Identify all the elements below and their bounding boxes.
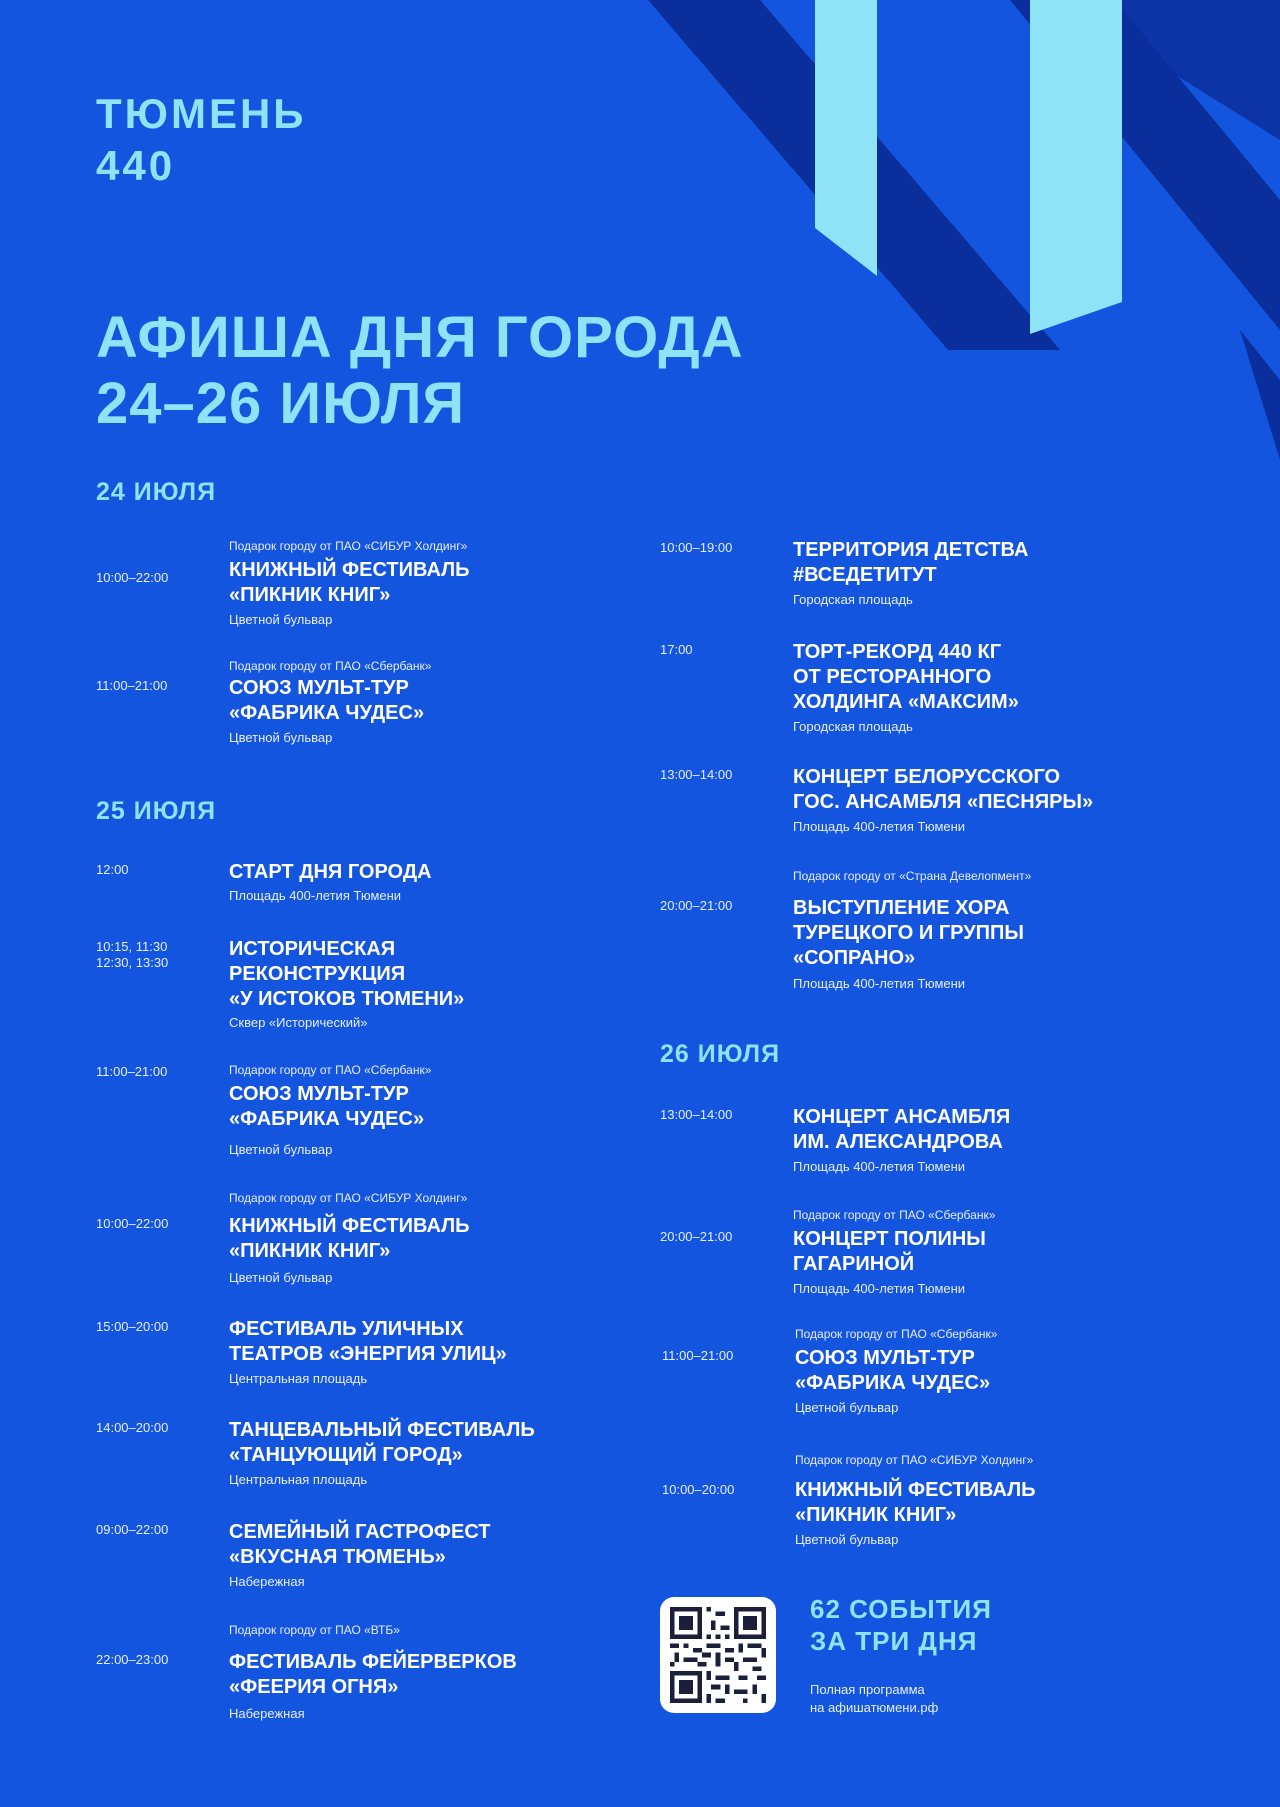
event-place: Цветной бульвар [229, 612, 333, 627]
event-title: СОЮЗ МУЛЬТ-ТУР «ФАБРИКА ЧУДЕС» [795, 1347, 991, 1394]
event-time: 11:00–21:00 [96, 1064, 168, 1079]
event-title: СОЮЗ МУЛЬТ-ТУР «ФАБРИКА ЧУДЕС» [229, 1083, 425, 1130]
event-place: Цветной бульвар [795, 1400, 899, 1415]
event-title: СОЮЗ МУЛЬТ-ТУР «ФАБРИКА ЧУДЕС» [229, 677, 425, 724]
event-place: Цветной бульвар [795, 1532, 899, 1547]
title-line-1: АФИША ДНЯ ГОРОДА [96, 305, 744, 370]
event-place: Городская площадь [793, 719, 913, 734]
event-title: КОНЦЕРТ ПОЛИНЫ ГАГАРИНОЙ [793, 1228, 986, 1275]
event-time: 15:00–20:00 [96, 1319, 169, 1334]
event-place: Цветной бульвар [229, 730, 333, 745]
event-sponsor: Подарок городу от ПАО «Сбербанк» [229, 1063, 432, 1077]
event-place: Цветной бульвар [229, 1270, 333, 1285]
full-program-link[interactable]: Полная программа на афишатюмени.рф [810, 1682, 939, 1715]
event-title: КНИЖНЫЙ ФЕСТИВАЛЬ «ПИКНИК КНИГ» [795, 1479, 1036, 1526]
event-time: 10:00–19:00 [660, 540, 733, 555]
event-place: Площадь 400-летия Тюмени [793, 819, 966, 834]
event-place: Центральная площадь [229, 1472, 368, 1487]
event-sponsor: Подарок городу от «Страна Девелопмент» [793, 869, 1032, 883]
event-place: Площадь 400-летия Тюмени [793, 976, 966, 991]
event-title: ФЕСТИВАЛЬ ФЕЙЕРВЕРКОВ «ФЕЕРИЯ ОГНЯ» [229, 1651, 517, 1698]
event-place: Набережная [229, 1706, 305, 1721]
event-time: 13:00–14:00 [660, 767, 733, 782]
event-time-extra: 12:30, 13:30 [96, 955, 169, 970]
event-place: Набережная [229, 1574, 305, 1589]
event-sponsor: Подарок городу от ПАО «СИБУР Холдинг» [229, 539, 468, 553]
page-title [96, 305, 744, 437]
event-title: КОНЦЕРТ БЕЛОРУССКОГО ГОС. АНСАМБЛЯ «ПЕСНЯРЫ» [793, 766, 1094, 813]
event-time: 10:15, 11:30 [96, 939, 168, 954]
event-title: КНИЖНЫЙ ФЕСТИВАЛЬ «ПИКНИК КНИГ» [229, 559, 470, 606]
event-title: ТОРТ-РЕКОРД 440 КГ ОТ РЕСТОРАННОГО ХОЛДИНГА «МАКСИМ» [793, 641, 1019, 713]
event-time: 10:00–22:00 [96, 1216, 169, 1231]
event-place: Сквер «Исторический» [229, 1015, 368, 1030]
event-time: 11:00–21:00 [96, 678, 168, 693]
event-place: Площадь 400-летия Тюмени [793, 1159, 966, 1174]
event-sponsor: Подарок городу от ПАО «Сбербанк» [795, 1327, 998, 1341]
logo-anniversary: 440 [96, 142, 176, 189]
event-title: ТАНЦЕВАЛЬНЫЙ ФЕСТИВАЛЬ «ТАНЦУЮЩИЙ ГОРОД» [229, 1419, 535, 1466]
logo-city: ТЮМЕНЬ [96, 90, 307, 137]
event-place: Площадь 400-летия Тюмени [229, 888, 402, 903]
event-time: 10:00–20:00 [662, 1482, 735, 1497]
day-heading: 24 ИЮЛЯ [96, 478, 217, 506]
event-title: ВЫСТУПЛЕНИЕ ХОРА ТУРЕЦКОГО И ГРУППЫ «СОПРАНО» [793, 897, 1025, 969]
event-title: СТАРТ ДНЯ ГОРОДА [229, 861, 432, 883]
day-heading: 26 ИЮЛЯ [660, 1040, 781, 1068]
event-time: 20:00–21:00 [660, 898, 733, 913]
event-place: Центральная площадь [229, 1371, 368, 1386]
event-sponsor: Подарок городу от ПАО «Сбербанк» [793, 1208, 996, 1222]
event-title: КОНЦЕРТ АНСАМБЛЯ ИМ. АЛЕКСАНДРОВА [793, 1106, 1011, 1153]
events-count: 62 СОБЫТИЯ ЗА ТРИ ДНЯ [810, 1594, 992, 1656]
event-time: 11:00–21:00 [662, 1348, 734, 1363]
event-time: 14:00–20:00 [96, 1420, 169, 1435]
qr-code-icon[interactable] [660, 1597, 776, 1713]
event-place: Городская площадь [793, 592, 913, 607]
event-time: 12:00 [96, 862, 129, 877]
event-title: ТЕРРИТОРИЯ ДЕТСТВА #ВСЕДЕТИТУТ [793, 539, 1029, 586]
event-time: 09:00–22:00 [96, 1522, 169, 1537]
event-title: КНИЖНЫЙ ФЕСТИВАЛЬ «ПИКНИК КНИГ» [229, 1215, 470, 1262]
event-sponsor: Подарок городу от ПАО «СИБУР Холдинг» [229, 1191, 468, 1205]
event-time: 17:00 [660, 642, 693, 657]
event-sponsor: Подарок городу от ПАО «Сбербанк» [229, 659, 432, 673]
event-sponsor: Подарок городу от ПАО «СИБУР Холдинг» [795, 1453, 1034, 1467]
title-line-2: 24–26 ИЮЛЯ [96, 371, 466, 436]
event-place: Площадь 400-летия Тюмени [793, 1281, 966, 1296]
day-heading: 25 ИЮЛЯ [96, 797, 217, 825]
event-sponsor: Подарок городу от ПАО «ВТБ» [229, 1623, 400, 1637]
event-time: 22:00–23:00 [96, 1652, 169, 1667]
event-title: СЕМЕЙНЫЙ ГАСТРОФЕСТ «ВКУСНАЯ ТЮМЕНЬ» [229, 1521, 491, 1568]
city-logo [96, 88, 307, 192]
event-title: ФЕСТИВАЛЬ УЛИЧНЫХ ТЕАТРОВ «ЭНЕРГИЯ УЛИЦ» [229, 1318, 507, 1365]
event-time: 13:00–14:00 [660, 1107, 733, 1122]
event-time: 10:00–22:00 [96, 570, 169, 585]
event-title: ИСТОРИЧЕСКАЯ РЕКОНСТРУКЦИЯ «У ИСТОКОВ ТЮМЕНИ» [229, 938, 465, 1010]
event-time: 20:00–21:00 [660, 1229, 733, 1244]
event-place: Цветной бульвар [229, 1142, 333, 1157]
